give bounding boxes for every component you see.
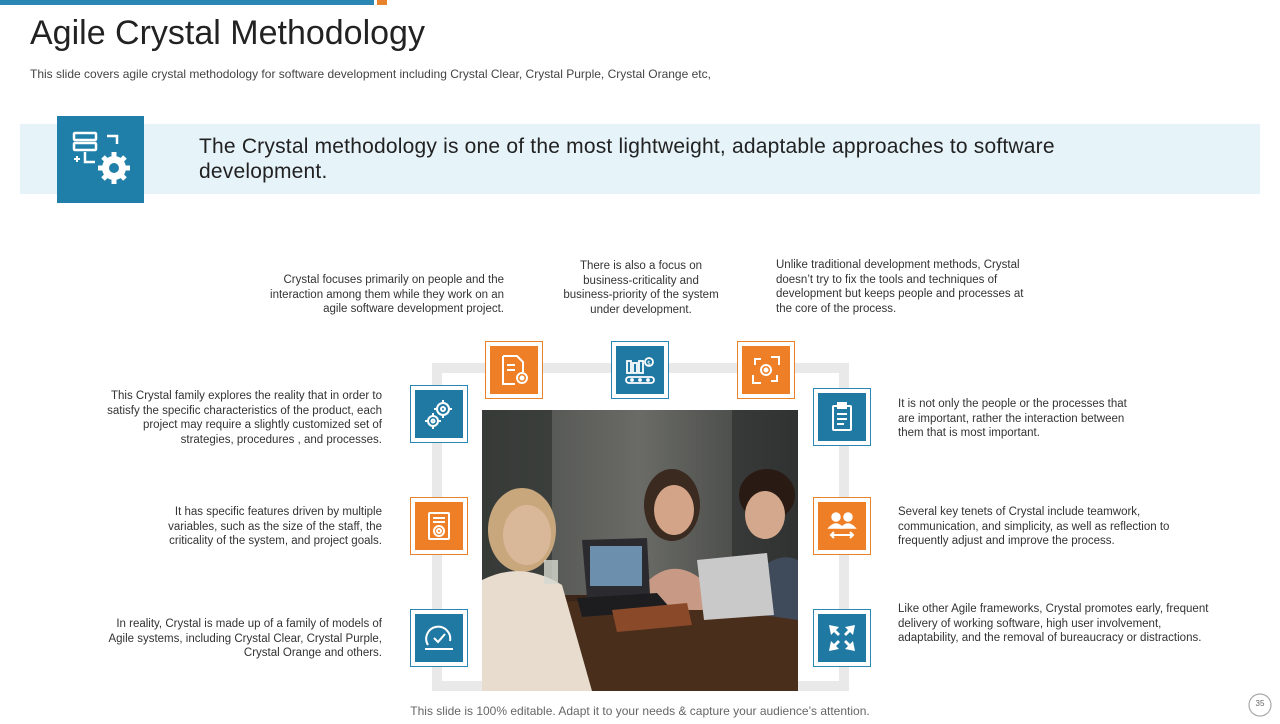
point-top-left: Crystal focuses primarily on people and the interaction among them while they work on an agile software development project. — [270, 274, 504, 315]
top-icon-1-box — [485, 341, 543, 399]
right-icon-2-box — [813, 497, 871, 555]
right-icon-1-box — [813, 388, 871, 446]
point-right-3: Like other Agile frameworks, Crystal promotes early, frequent delivery of working software, high user involvement, adaptability, and the removal of bureaucracy or distractions. — [898, 603, 1209, 644]
point-right-1: It is not only the people or the processes that are important, rather the interaction between them that is most important. — [898, 398, 1127, 439]
point-top-right: Unlike traditional development methods, Crystal doesn’t try to fix the tools and techniques of development but keeps people and processes at the core of the process. — [776, 259, 1024, 315]
point-left-1: This Crystal family explores the reality that in order to satisfy the specific characteristics of the product, each project may require a slightly customized set of strategies, procedures , and processes. — [107, 390, 382, 446]
slide-subtitle: This slide covers agile crystal methodology for software development including Crystal Clear, Crystal Purple, Crystal Orange etc, — [30, 67, 711, 81]
left-icon-3-box — [410, 609, 468, 667]
point-right-2: Several key tenets of Crystal include teamwork, communication, and simplicity, as well as reflection to frequently adjust and improve the process. — [898, 506, 1170, 547]
team-exchange-icon — [818, 502, 866, 550]
production-line-icon — [616, 346, 664, 394]
top-accent-bar — [0, 0, 374, 5]
point-top-center: There is also a focus on business-criticality and business-priority of the system under development. — [563, 260, 719, 316]
cycle-gear-icon — [742, 346, 790, 394]
document-target-icon — [415, 502, 463, 550]
footer-note: This slide is 100% editable. Adapt it to your needs & capture your audience’s attention. — [410, 704, 870, 718]
top-accent-mark — [377, 0, 387, 5]
server-gear-icon — [57, 116, 144, 203]
gauge-icon — [415, 614, 463, 662]
clipboard-icon — [818, 393, 866, 441]
top-icon-3-box — [737, 341, 795, 399]
slide-title: Agile Crystal Methodology — [30, 14, 425, 52]
arrows-expand-icon — [818, 614, 866, 662]
gears-icon — [415, 390, 463, 438]
left-icon-2-box — [410, 497, 468, 555]
document-gear-icon — [490, 346, 538, 394]
banner-text: The Crystal methodology is one of the most lightweight, adaptable approaches to software development. — [199, 135, 1055, 183]
right-icon-3-box — [813, 609, 871, 667]
top-icon-2-box — [611, 341, 669, 399]
point-left-3: In reality, Crystal is made up of a family of models of Agile systems, including Crystal Clear, Crystal Purple, Crystal Orange and others. — [108, 618, 382, 659]
left-icon-1-box — [410, 385, 468, 443]
page-number: 35 — [1255, 699, 1265, 708]
team-photo — [482, 410, 798, 691]
svg-text:$: $ — [647, 360, 651, 367]
point-left-2: It has specific features driven by multiple variables, such as the size of the staff, the criticality of the system, and project goals. — [168, 506, 382, 547]
